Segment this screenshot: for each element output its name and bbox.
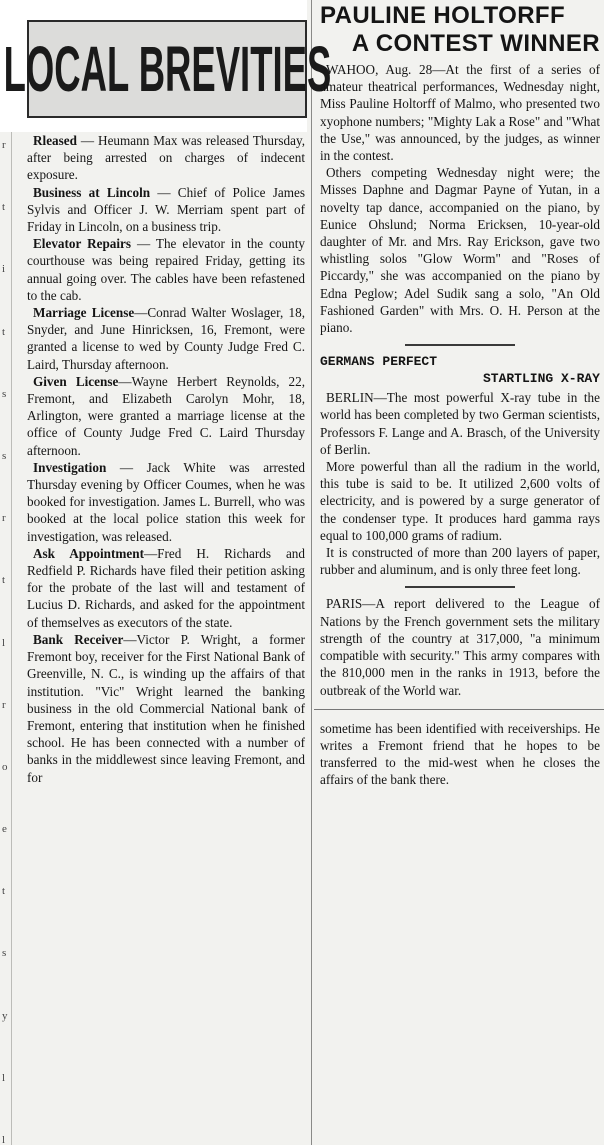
section-rule bbox=[405, 586, 515, 588]
brevity-text: — The elevator in the county courthouse was being repaired Friday, getting its annual going over. The cables have been refastened to the cab. bbox=[27, 236, 305, 303]
brevity-kicker: Business at Lincoln bbox=[33, 184, 151, 200]
contest-paragraph: Others competing Wednesday night were; the Misses Daphne and Dagmar Payne of Yutan, in a novelty tap dance, accompanied on the piano, by Eunice Ohslund; Norma Ericksen, 10-year-old daughter of Mr. and Mrs. Ray Erickson, gave two whistling solos "Glow Worm" and "Roses of Piccardy," she was accompanied on the piano by Edna Peglow; Adel Sudik sang a solo, "An Old Fashioned Garden" with Mrs. O. H. Person at the piano. bbox=[320, 165, 600, 336]
paris-paragraph: PARIS—A report delivered to the League of Nations by the French government sets the military strength of the country at 317,000, "a minimum compatible with security." This army compares with the 810,000 men in the ranks in 1913, before the outbreak of the World war. bbox=[320, 596, 600, 698]
edge-fragment: s bbox=[2, 947, 7, 959]
brevity-text: —Fred H. Richards and Redfield P. Richards have filed their petition asking for the probate of the last will and testament of Lucius D. Richards, and asked for the appointment of themselves as executors of the state. bbox=[27, 545, 305, 630]
masthead bbox=[3, 20, 331, 118]
continuation-paragraph: sometime has been identified with receiverships. He writes a Fremont friend that he hopes to be transferred to the mid-west when he closes the affairs of the bank there. bbox=[320, 720, 600, 788]
masthead-title: LOCAL BREVITIES bbox=[3, 33, 331, 105]
brevity-item bbox=[27, 545, 305, 631]
brevity-kicker: Ask Appointment bbox=[33, 545, 144, 561]
brevity-text: — Chief of Police James Sylvis and Officer J. W. Merriam spent part of Friday in Lincoln, on a business trip. bbox=[27, 184, 305, 235]
edge-fragment: l bbox=[2, 637, 6, 649]
contest-paragraph: WAHOO, Aug. 28—At the first of a series of amateur theatrical performances, Wednesday night, Miss Pauline Holtorff of Malmo, who presented two xyophone numbers; "Mighty Lak a Rose" and "What the Use," was announced, by the judges, as winner in the contest. bbox=[320, 62, 600, 164]
edge-fragment: s bbox=[2, 450, 7, 462]
edge-fragment: t bbox=[2, 885, 6, 897]
edge-fragment: r bbox=[2, 139, 6, 151]
contest-headline-line2: A CONTEST WINNER bbox=[351, 30, 600, 57]
brevity-item bbox=[27, 235, 305, 304]
edge-fragment: r bbox=[2, 512, 6, 524]
edge-fragment: l bbox=[2, 1072, 6, 1084]
brevity-kicker: Rleased bbox=[33, 133, 77, 148]
xray-paragraph: More powerful than all the radium in the world, this tube is said to be. It utilized 2,600 volts of electricity, and is powered by a surge generator of the condenser type. It produces hard gamma rays equal to 100,000 grams of radium. bbox=[320, 459, 600, 543]
xray-headline-line1: GERMANS PERFECT bbox=[320, 354, 438, 370]
contest-headline-line1: PAULINE HOLTORFF bbox=[320, 2, 566, 29]
brevity-item bbox=[27, 373, 305, 459]
edge-fragment: r bbox=[2, 699, 6, 711]
brevity-kicker: Given License bbox=[33, 373, 119, 389]
column-divider bbox=[311, 0, 312, 1145]
brevity-kicker: Investigation bbox=[33, 459, 107, 475]
brevity-text: —Wayne Herbert Reynolds, 22, Fremont, and Elizabeth Carolyn Mohr, 18, Arlington, were granted a marriage license at the office of County Judge Fred C. Laird Thursday afternoon. bbox=[27, 373, 305, 458]
brevity-kicker: Elevator Repairs bbox=[33, 236, 132, 252]
continuation-rule bbox=[314, 709, 604, 710]
brevity-item bbox=[27, 631, 305, 786]
brevity-kicker: Marriage License bbox=[33, 305, 135, 321]
brevity-text: — Jack White was arrested Thursday evening by Officer Coumes, when he was booked for investigation. James L. Burrell, who was booked at the local police station this week for investigation, was released. bbox=[27, 459, 305, 544]
brevity-text: — Heumann Max was released Thursday, after being arrested on charges of indecent exposure. bbox=[27, 133, 305, 183]
brevity-item bbox=[27, 132, 305, 184]
brevity-item bbox=[27, 459, 305, 545]
edge-fragment: s bbox=[2, 388, 7, 400]
section-rule bbox=[405, 344, 515, 346]
edge-fragment: t bbox=[2, 201, 6, 213]
edge-fragment: i bbox=[2, 263, 6, 275]
brevity-text: —Conrad Walter Woslager, 18, Snyder, and June Hinricksen, 16, Fremont, were granted a license to wed by County Judge Fred C. Laird, Thursday afternoon. bbox=[27, 305, 305, 372]
brevity-item bbox=[27, 304, 305, 373]
xray-headline-line2: STARTLING X-RAY bbox=[482, 371, 600, 387]
edge-fragment: t bbox=[2, 574, 6, 586]
edge-fragment: o bbox=[2, 761, 8, 773]
edge-fragment: t bbox=[2, 326, 6, 338]
edge-fragment: y bbox=[2, 1010, 8, 1022]
brevity-text: —Victor P. Wright, a former Fremont boy, receiver for the First National Bank of Greenville, N. C., is winding up the affairs of that institution. "Vic" Wright learned the banking business in the old Commercial National bank of Fremont, entering that institution when he finished school. He has been connected with a number of banks in the middlewest since leaving Fremont, and for bbox=[27, 631, 305, 785]
edge-fragment: l bbox=[2, 1134, 6, 1146]
news-column bbox=[320, 0, 600, 789]
brevity-kicker: Bank Receiver bbox=[33, 631, 124, 647]
edge-fragment: e bbox=[2, 823, 7, 835]
xray-paragraph: BERLIN—The most powerful X-ray tube in the world has been completed by two German scientists, Professors F. Lange and A. Brasch, of the University of Berlin. bbox=[320, 390, 600, 457]
brevity-item bbox=[27, 184, 305, 236]
local-brevities-column bbox=[27, 132, 305, 786]
xray-paragraph: It is constructed of more than 200 layers of paper, rubber and aluminum, and is only three feet long. bbox=[320, 545, 600, 578]
